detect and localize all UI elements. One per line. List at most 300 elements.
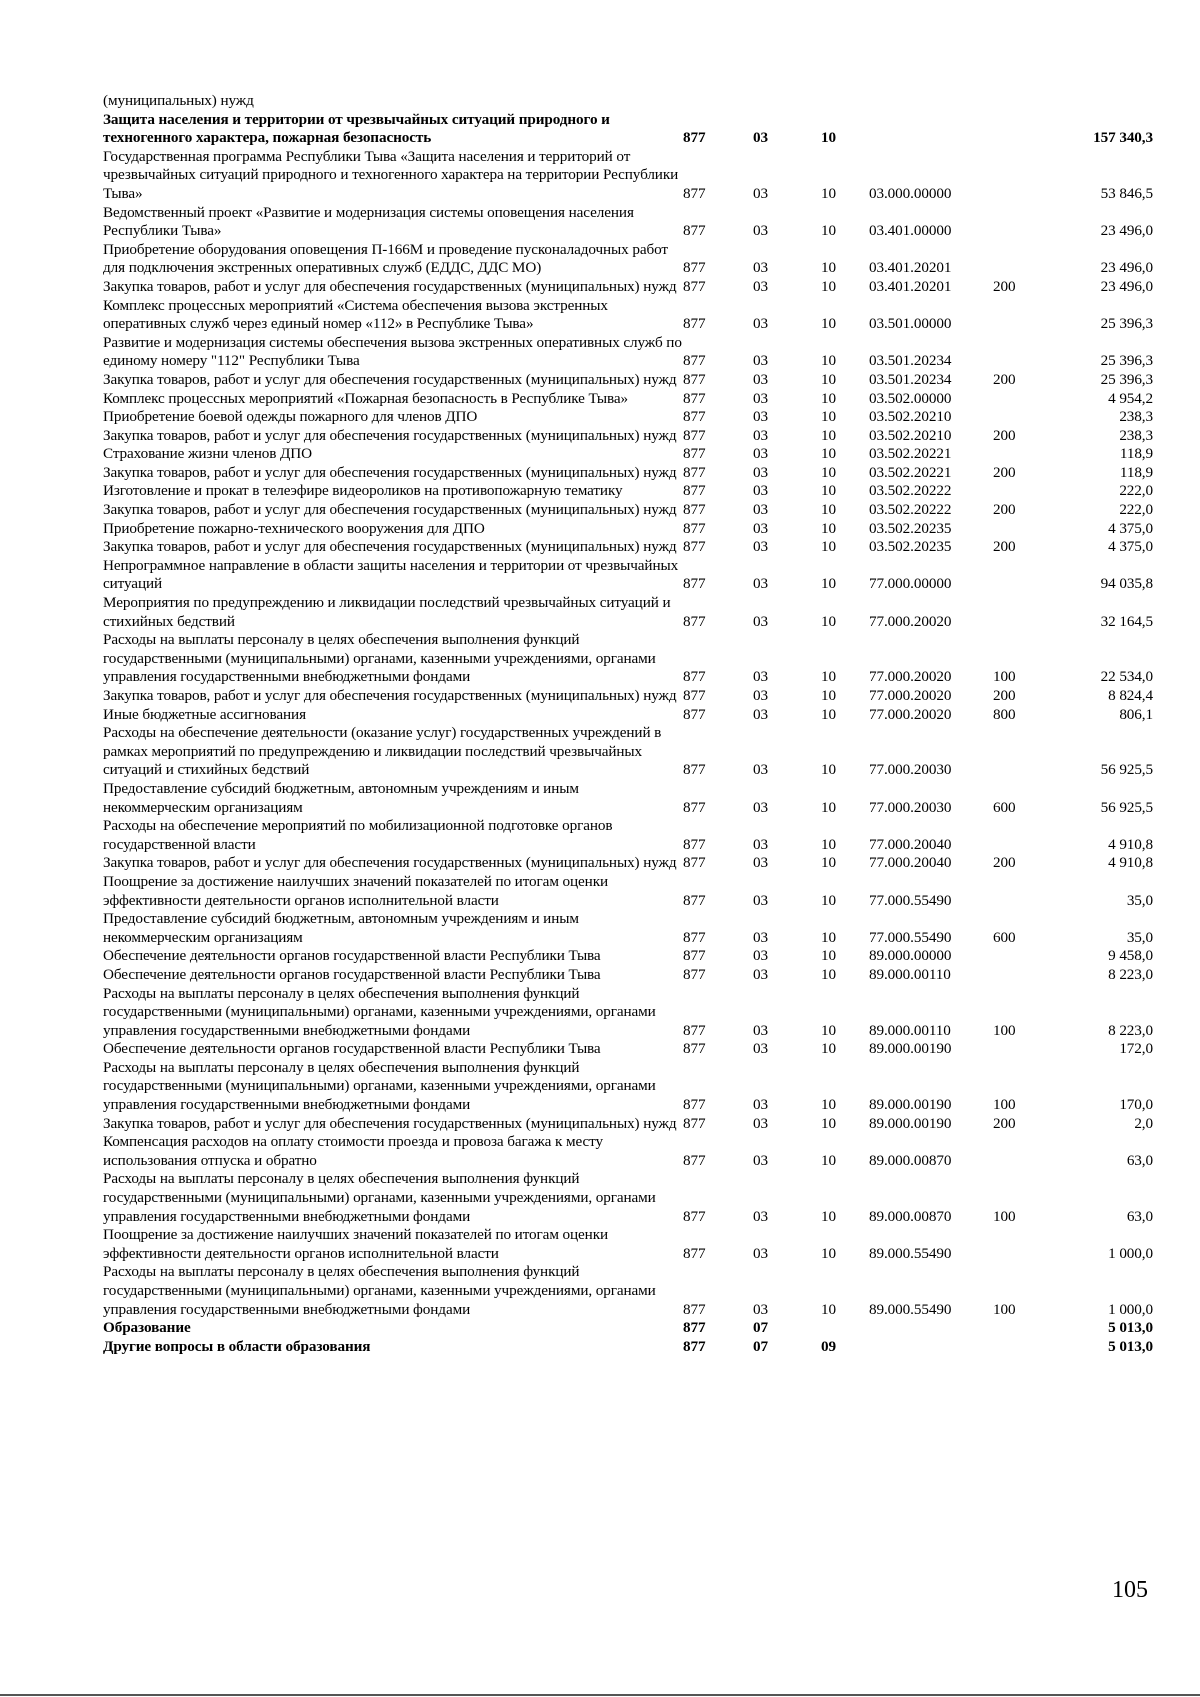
expense-name-cell: Мероприятия по предупреждению и ликвидации последствий чрезвычайных ситуаций и стихийных бедствий	[103, 594, 671, 630]
table-row	[103, 873, 1153, 910]
department-code-cell: 877	[683, 705, 706, 723]
department-code-cell: 877	[683, 184, 706, 202]
table-row	[103, 1040, 1153, 1059]
target-item-code-cell	[869, 1319, 993, 1338]
section-code-cell: 03	[753, 891, 768, 909]
department-code-cell: 877	[683, 1096, 706, 1114]
table-row	[103, 204, 1153, 241]
amount-cell: 8 223,0	[1108, 965, 1153, 983]
target-item-code-cell: 77.000.20020	[869, 612, 952, 630]
expense-name-cell: Приобретение пожарно-технического вооружения для ДПО	[103, 519, 485, 537]
expense-name-cell: Комплекс процессных мероприятий «Система обеспечения вызова экстренных оперативных служб через единый номер «112» в Республике Тыва»	[103, 296, 608, 333]
target-item-code-cell: 77.000.20030	[869, 761, 952, 779]
expense-name-cell: Расходы на выплаты персоналу в целях обеспечения выполнения функций государственными (муниципальными) органами, казенными учреждениями, органами управления государственными внебюджетными фондами	[103, 1058, 656, 1114]
department-code-cell: 877	[683, 277, 706, 295]
amount-cell: 806,1	[1119, 705, 1153, 723]
expense-type-code-cell	[993, 1226, 1053, 1263]
amount-cell: 56 925,5	[1100, 761, 1153, 779]
section-code-cell: 03	[753, 705, 768, 723]
expense-name-cell: Закупка товаров, работ и услуг для обеспечения государственных (муниципальных) нужд	[103, 463, 677, 481]
section-code-cell: 03	[753, 445, 768, 463]
section-code-cell: 03	[753, 1151, 768, 1169]
target-item-code-cell: 03.502.20210	[869, 408, 952, 426]
budget-table	[103, 92, 1153, 1356]
subsection-code-cell: 10	[821, 798, 836, 816]
expense-name-cell: Обеспечение деятельности органов государственной власти Республики Тыва	[103, 947, 601, 965]
table-row	[103, 1226, 1153, 1263]
section-code-cell: 03	[753, 129, 768, 147]
expense-type-code-cell: 600	[993, 798, 1016, 816]
table-row	[103, 408, 1153, 427]
target-item-code-cell: 89.000.00190	[869, 1114, 952, 1132]
expense-name-cell: Закупка товаров, работ и услуг для обеспечения государственных (муниципальных) нужд	[103, 1114, 677, 1132]
table-row	[103, 687, 1153, 706]
expense-name-cell: Другие вопросы в области образования	[103, 1337, 371, 1355]
expense-type-code-cell: 200	[993, 687, 1016, 704]
expense-type-code-cell: 100	[993, 1096, 1016, 1114]
expense-type-code-cell: 200	[993, 277, 1016, 295]
expense-type-code-cell: 100	[993, 1021, 1016, 1039]
section-code-cell: 03	[753, 315, 768, 333]
section-code-cell: 03	[753, 835, 768, 853]
subsection-code-cell: 10	[821, 1021, 836, 1039]
subsection-code-cell: 10	[821, 835, 836, 853]
target-item-code-cell: 89.000.00000	[869, 947, 952, 965]
amount-cell: 4 910,8	[1108, 835, 1153, 853]
table-row	[103, 854, 1153, 873]
expense-name-cell: Закупка товаров, работ и услуг для обеспечения государственных (муниципальных) нужд	[103, 687, 677, 704]
expense-type-code-cell	[993, 557, 1053, 594]
expense-type-code-cell	[993, 92, 1053, 111]
amount-cell: 23 496,0	[1100, 222, 1153, 240]
table-row	[103, 148, 1153, 204]
expense-name-cell: Обеспечение деятельности органов государственной власти Республики Тыва	[103, 965, 601, 983]
expense-type-code-cell	[993, 873, 1053, 910]
department-code-cell: 877	[683, 389, 706, 407]
expense-name-cell: Изготовление и прокат в телеэфире видеороликов на противопожарную тематику	[103, 482, 623, 500]
section-code-cell: 03	[753, 1244, 768, 1262]
section-code-cell: 07	[753, 1337, 768, 1355]
department-code-cell: 877	[683, 538, 706, 556]
section-code-cell: 03	[753, 947, 768, 965]
target-item-code-cell: 03.401.20201	[869, 277, 952, 295]
table-row	[103, 985, 1153, 1041]
target-item-code-cell: 77.000.20020	[869, 687, 952, 704]
expense-name-cell: Расходы на выплаты персоналу в целях обеспечения выполнения функций государственными (муниципальными) органами, казенными учреждениями, органами управления государственными внебюджетными фондами	[103, 631, 656, 686]
target-item-code-cell: 89.000.00870	[869, 1151, 952, 1169]
amount-cell: 238,3	[1119, 426, 1153, 444]
expense-name-cell: Расходы на выплаты персоналу в целях обеспечения выполнения функций государственными (муниципальными) органами, казенными учреждениями, органами управления государственными внебюджетными фондами	[103, 984, 656, 1039]
department-code-cell: 877	[683, 1244, 706, 1262]
section-code-cell: 03	[753, 575, 768, 593]
table-row	[103, 445, 1153, 464]
subsection-code-cell: 10	[821, 370, 836, 388]
subsection-code-cell: 10	[821, 575, 836, 593]
expense-type-code-cell	[993, 520, 1053, 539]
expense-name-cell: Непрограммное направление в области защиты населения и территории от чрезвычайных ситуаций	[103, 556, 679, 593]
table-row	[103, 297, 1153, 334]
amount-cell: 170,0	[1119, 1096, 1153, 1114]
expense-name-cell: Закупка товаров, работ и услуг для обеспечения государственных (муниципальных) нужд	[103, 277, 677, 295]
department-code-cell: 877	[683, 222, 706, 240]
amount-cell: 63,0	[1126, 1151, 1153, 1169]
department-code-cell: 877	[683, 668, 706, 686]
expense-type-code-cell	[993, 111, 1053, 148]
target-item-code-cell: 03.401.00000	[869, 222, 952, 240]
subsection-code-cell	[821, 92, 869, 111]
expense-type-code-cell	[993, 594, 1053, 631]
expense-name-cell: Развитие и модернизация системы обеспечения вызова экстренных оперативных служб по единому номеру "112" Республики Тыва	[103, 333, 682, 370]
expense-type-code-cell	[993, 204, 1053, 241]
department-code-cell: 877	[683, 928, 706, 946]
target-item-code-cell: 03.502.20222	[869, 482, 952, 500]
subsection-code-cell: 10	[821, 705, 836, 723]
expense-name-cell: Закупка товаров, работ и услуг для обеспечения государственных (муниципальных) нужд	[103, 426, 677, 444]
department-code-cell: 877	[683, 1021, 706, 1039]
section-code-cell: 03	[753, 854, 768, 872]
section-code-cell: 03	[753, 538, 768, 556]
target-item-code-cell: 89.000.00870	[869, 1207, 952, 1225]
table-row	[103, 464, 1153, 483]
expense-type-code-cell	[993, 817, 1053, 854]
target-item-code-cell: 03.501.20234	[869, 352, 952, 370]
section-code-cell: 03	[753, 184, 768, 202]
amount-cell: 53 846,5	[1100, 184, 1153, 202]
department-code-cell: 877	[683, 575, 706, 593]
target-item-code-cell: 03.000.00000	[869, 184, 952, 202]
section-code-cell: 07	[753, 1319, 768, 1337]
table-row	[103, 1170, 1153, 1226]
subsection-code-cell: 10	[821, 445, 836, 463]
section-code-cell: 03	[753, 501, 768, 519]
subsection-code-cell: 10	[821, 1244, 836, 1262]
expense-type-code-cell: 200	[993, 1114, 1016, 1132]
subsection-code-cell: 10	[821, 501, 836, 519]
expense-name-cell: Расходы на выплаты персоналу в целях обеспечения выполнения функций государственными (муниципальными) органами, казенными учреждениями, органами управления государственными внебюджетными фондами	[103, 1263, 656, 1318]
expense-name-cell: Расходы на обеспечение деятельности (оказание услуг) государственных учреждений в рамках мероприятий по предупреждению и ликвидации последствий чрезвычайных ситуаций и стихийных бедствий	[103, 724, 662, 779]
expense-type-code-cell	[993, 947, 1053, 966]
table-row	[103, 557, 1153, 594]
department-code-cell: 877	[683, 1151, 706, 1169]
expense-type-code-cell	[993, 1319, 1053, 1338]
section-code-cell: 03	[753, 370, 768, 388]
subsection-code-cell: 10	[821, 129, 836, 147]
subsection-code-cell: 10	[821, 482, 836, 500]
target-item-code-cell: 77.000.20040	[869, 854, 952, 872]
table-row	[103, 947, 1153, 966]
table-row	[103, 631, 1153, 687]
subsection-code-cell: 10	[821, 965, 836, 983]
amount-cell: 63,0	[1126, 1207, 1153, 1225]
subsection-code-cell: 10	[821, 761, 836, 779]
subsection-code-cell: 10	[821, 519, 836, 537]
section-code-cell: 03	[753, 687, 768, 704]
table-row	[103, 966, 1153, 985]
section-code-cell	[753, 92, 821, 111]
table-row	[103, 520, 1153, 539]
expense-name-cell: Предоставление субсидий бюджетным, автономным учреждениям и иным некоммерческим организациям	[103, 910, 579, 946]
table-row	[103, 92, 1153, 111]
table-row	[103, 1319, 1153, 1338]
department-code-cell: 877	[683, 426, 706, 444]
amount-cell: 172,0	[1119, 1040, 1153, 1058]
subsection-code-cell: 10	[821, 538, 836, 556]
amount-cell: 56 925,5	[1100, 798, 1153, 816]
subsection-code-cell: 10	[821, 947, 836, 965]
amount-cell: 157 340,3	[1093, 129, 1153, 147]
section-code-cell: 03	[753, 1021, 768, 1039]
target-item-code-cell: 77.000.20040	[869, 835, 952, 853]
table-row	[103, 706, 1153, 725]
table-row	[103, 1059, 1153, 1115]
expense-type-code-cell	[993, 966, 1053, 985]
target-item-code-cell: 03.502.20235	[869, 519, 952, 537]
table-row	[103, 501, 1153, 520]
department-code-cell: 877	[683, 501, 706, 519]
expense-name-cell: (муниципальных) нужд	[103, 92, 254, 109]
amount-cell: 25 396,3	[1100, 370, 1153, 388]
target-item-code-cell: 89.000.55490	[869, 1244, 952, 1262]
expense-type-code-cell: 600	[993, 928, 1016, 946]
target-item-code-cell: 77.000.20020	[869, 668, 952, 686]
target-item-code-cell: 03.502.00000	[869, 389, 952, 407]
target-item-code-cell: 03.401.20201	[869, 259, 952, 277]
expense-type-code-cell	[993, 390, 1053, 409]
section-code-cell: 03	[753, 352, 768, 370]
page-number: 105	[1112, 1577, 1148, 1603]
expense-name-cell: Расходы на обеспечение мероприятий по мобилизационной подготовке органов государственной власти	[103, 817, 613, 853]
department-code-cell: 877	[683, 891, 706, 909]
amount-cell: 22 534,0	[1100, 668, 1153, 686]
subsection-code-cell: 10	[821, 259, 836, 277]
expense-name-cell: Закупка товаров, работ и услуг для обеспечения государственных (муниципальных) нужд	[103, 370, 677, 388]
amount-cell: 4 375,0	[1108, 538, 1153, 556]
table-row	[103, 111, 1153, 148]
expense-type-code-cell: 100	[993, 668, 1016, 686]
target-item-code-cell: 89.000.00190	[869, 1040, 952, 1058]
expense-name-cell: Закупка товаров, работ и услуг для обеспечения государственных (муниципальных) нужд	[103, 501, 677, 519]
amount-cell: 5 013,0	[1108, 1319, 1153, 1337]
subsection-code-cell: 10	[821, 612, 836, 630]
expense-name-cell: Поощрение за достижение наилучших значений показателей по итогам оценки эффективности деятельности органов исполнительной власти	[103, 872, 609, 909]
target-item-code-cell: 03.501.20234	[869, 370, 952, 388]
amount-cell: 4 375,0	[1108, 519, 1153, 537]
amount-cell: 23 496,0	[1100, 277, 1153, 295]
section-code-cell: 03	[753, 928, 768, 946]
expense-name-cell: Закупка товаров, работ и услуг для обеспечения государственных (муниципальных) нужд	[103, 538, 677, 556]
table-row	[103, 724, 1153, 780]
subsection-code-cell: 10	[821, 352, 836, 370]
table-row	[103, 1338, 1153, 1357]
target-item-code-cell: 89.000.55490	[869, 1300, 952, 1318]
table-row	[103, 910, 1153, 947]
expense-type-code-cell: 200	[993, 370, 1016, 388]
section-code-cell: 03	[753, 668, 768, 686]
target-item-code-cell: 77.000.55490	[869, 891, 952, 909]
subsection-code-cell: 10	[821, 687, 836, 704]
target-item-code-cell: 77.000.20030	[869, 798, 952, 816]
department-code-cell: 877	[683, 1207, 706, 1225]
department-code-cell: 877	[683, 947, 706, 965]
expense-type-code-cell	[993, 1133, 1053, 1170]
section-code-cell: 03	[753, 798, 768, 816]
amount-cell: 238,3	[1119, 408, 1153, 426]
department-code-cell: 877	[683, 1040, 706, 1058]
expense-type-code-cell	[993, 445, 1053, 464]
expense-type-code-cell	[993, 297, 1053, 334]
subsection-code-cell: 10	[821, 1114, 836, 1132]
subsection-code-cell	[821, 1319, 869, 1338]
expense-type-code-cell	[993, 408, 1053, 427]
target-item-code-cell: 89.000.00110	[869, 965, 951, 983]
department-code-cell: 877	[683, 259, 706, 277]
subsection-code-cell: 10	[821, 1040, 836, 1058]
department-code-cell: 877	[683, 835, 706, 853]
expense-type-code-cell	[993, 241, 1053, 278]
expense-name-cell: Иные бюджетные ассигнования	[103, 705, 306, 723]
target-item-code-cell: 77.000.20020	[869, 705, 952, 723]
section-code-cell: 03	[753, 1207, 768, 1225]
subsection-code-cell: 09	[821, 1337, 836, 1355]
section-code-cell: 03	[753, 408, 768, 426]
section-code-cell: 03	[753, 519, 768, 537]
department-code-cell: 877	[683, 315, 706, 333]
expense-type-code-cell: 100	[993, 1207, 1016, 1225]
expense-name-cell: Предоставление субсидий бюджетным, автономным учреждениям и иным некоммерческим организациям	[103, 779, 579, 816]
amount-cell: 8 223,0	[1108, 1021, 1153, 1039]
subsection-code-cell: 10	[821, 1207, 836, 1225]
department-code-cell: 877	[683, 965, 706, 983]
expense-type-code-cell	[993, 148, 1053, 204]
department-code-cell: 877	[683, 445, 706, 463]
amount-cell: 1 000,0	[1108, 1244, 1153, 1262]
department-code-cell	[683, 92, 753, 111]
expense-name-cell: Расходы на выплаты персоналу в целях обеспечения выполнения функций государственными (муниципальными) органами, казенными учреждениями, органами управления государственными внебюджетными фондами	[103, 1170, 656, 1225]
section-code-cell: 03	[753, 482, 768, 500]
section-code-cell: 03	[753, 463, 768, 481]
department-code-cell: 877	[683, 761, 706, 779]
expense-name-cell: Ведомственный проект «Развитие и модернизация системы оповещения населения Республики Тыва»	[103, 203, 634, 240]
table-row	[103, 1263, 1153, 1319]
amount-cell: 23 496,0	[1100, 259, 1153, 277]
expense-name-cell: Государственная программа Республики Тыва «Защита населения и территорий от чрезвычайных ситуаций природного и техногенного характера на территории Республики Тыва»	[103, 147, 679, 202]
subsection-code-cell: 10	[821, 277, 836, 295]
department-code-cell: 877	[683, 463, 706, 481]
department-code-cell: 877	[683, 854, 706, 872]
expense-type-code-cell: 200	[993, 501, 1016, 519]
table-row	[103, 427, 1153, 446]
amount-cell: 1 000,0	[1108, 1300, 1153, 1318]
expense-type-code-cell: 100	[993, 1300, 1016, 1318]
amount-cell: 9 458,0	[1108, 947, 1153, 965]
amount-cell: 4 954,2	[1108, 389, 1153, 407]
department-code-cell: 877	[683, 352, 706, 370]
department-code-cell: 877	[683, 1319, 706, 1337]
subsection-code-cell: 10	[821, 315, 836, 333]
subsection-code-cell: 10	[821, 1096, 836, 1114]
subsection-code-cell: 10	[821, 928, 836, 946]
subsection-code-cell: 10	[821, 222, 836, 240]
subsection-code-cell: 10	[821, 668, 836, 686]
expense-type-code-cell: 200	[993, 538, 1016, 556]
section-code-cell: 03	[753, 965, 768, 983]
target-item-code-cell	[869, 111, 993, 148]
table-row	[103, 241, 1153, 278]
amount-cell: 32 164,5	[1100, 612, 1153, 630]
amount-cell: 118,9	[1119, 463, 1153, 481]
expense-type-code-cell	[993, 482, 1053, 501]
section-code-cell: 03	[753, 222, 768, 240]
department-code-cell: 877	[683, 129, 706, 147]
table-row	[103, 278, 1153, 297]
subsection-code-cell: 10	[821, 854, 836, 872]
table-row	[103, 780, 1153, 817]
amount-cell: 35,0	[1126, 928, 1153, 946]
expense-name-cell: Закупка товаров, работ и услуг для обеспечения государственных (муниципальных) нужд	[103, 854, 677, 872]
expense-type-code-cell	[993, 1338, 1053, 1357]
expense-type-code-cell: 200	[993, 463, 1016, 481]
target-item-code-cell: 89.000.00110	[869, 1021, 951, 1039]
amount-cell: 35,0	[1126, 891, 1153, 909]
expense-name-cell: Страхование жизни членов ДПО	[103, 445, 313, 463]
table-row	[103, 482, 1153, 501]
target-item-code-cell	[869, 1338, 993, 1357]
department-code-cell: 877	[683, 612, 706, 630]
target-item-code-cell	[869, 92, 993, 111]
target-item-code-cell: 03.502.20221	[869, 463, 952, 481]
target-item-code-cell: 77.000.00000	[869, 575, 952, 593]
subsection-code-cell: 10	[821, 463, 836, 481]
target-item-code-cell: 03.502.20210	[869, 426, 952, 444]
amount-cell: 222,0	[1119, 501, 1153, 519]
department-code-cell: 877	[683, 482, 706, 500]
subsection-code-cell: 10	[821, 1300, 836, 1318]
department-code-cell: 877	[683, 370, 706, 388]
bottom-rule	[0, 1694, 1200, 1696]
section-code-cell: 03	[753, 1114, 768, 1132]
section-code-cell: 03	[753, 612, 768, 630]
table-row	[103, 334, 1153, 371]
expense-name-cell: Поощрение за достижение наилучших значений показателей по итогам оценки эффективности деятельности органов исполнительной власти	[103, 1226, 609, 1262]
subsection-code-cell: 10	[821, 1151, 836, 1169]
section-code-cell: 03	[753, 426, 768, 444]
expense-name-cell: Защита населения и территории от чрезвычайных ситуаций природного и техногенного характера, пожарная безопасность	[103, 110, 610, 147]
subsection-code-cell: 10	[821, 891, 836, 909]
expense-type-code-cell	[993, 724, 1053, 780]
target-item-code-cell: 03.502.20235	[869, 538, 952, 556]
section-code-cell: 03	[753, 389, 768, 407]
amount-cell: 94 035,8	[1100, 575, 1153, 593]
expense-type-code-cell: 200	[993, 854, 1016, 872]
target-item-code-cell: 03.501.00000	[869, 315, 952, 333]
table-row	[103, 1115, 1153, 1134]
expense-type-code-cell: 200	[993, 426, 1016, 444]
target-item-code-cell: 77.000.55490	[869, 928, 952, 946]
amount-cell: 222,0	[1119, 482, 1153, 500]
expense-type-code-cell	[993, 334, 1053, 371]
subsection-code-cell: 10	[821, 408, 836, 426]
section-code-cell: 03	[753, 1300, 768, 1318]
expense-name-cell: Компенсация расходов на оплату стоимости проезда и провоза багажа к месту использования отпуска и обратно	[103, 1133, 603, 1169]
amount-cell: 4 910,8	[1108, 854, 1153, 872]
department-code-cell: 877	[683, 1114, 706, 1132]
table-row	[103, 594, 1153, 631]
section-code-cell: 03	[753, 1096, 768, 1114]
amount-cell: 118,9	[1119, 445, 1153, 463]
expense-name-cell: Комплекс процессных мероприятий «Пожарная безопасность в Республике Тыва»	[103, 389, 629, 407]
subsection-code-cell: 10	[821, 184, 836, 202]
target-item-code-cell: 03.502.20222	[869, 501, 952, 519]
